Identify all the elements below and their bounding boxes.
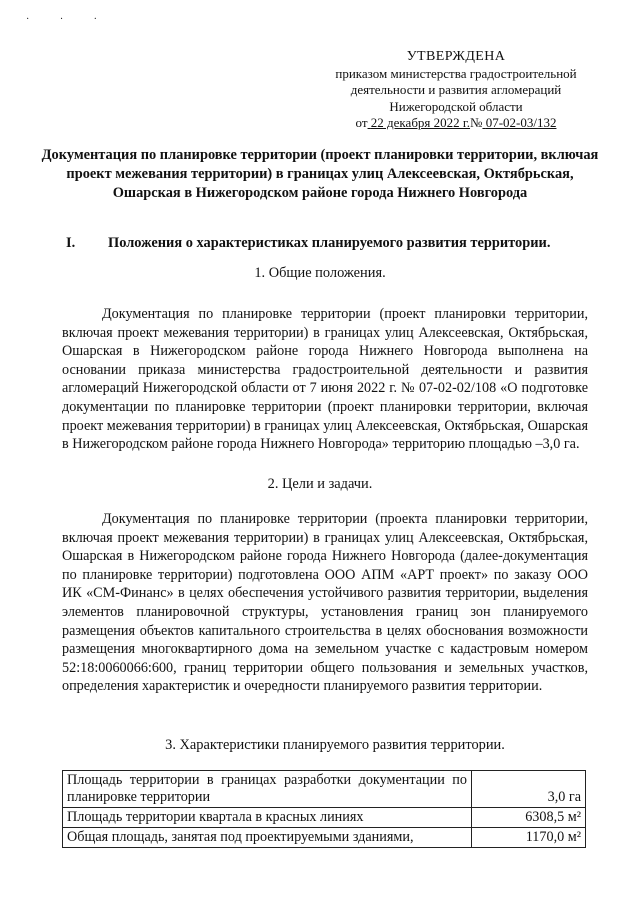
approval-block bbox=[318, 49, 594, 132]
approval-line-2: деятельности и развития агломераций bbox=[350, 82, 562, 98]
section-number: I. bbox=[66, 235, 76, 251]
subheading-goals: 2. Цели и задачи. bbox=[267, 476, 373, 492]
approval-date: 22 декабря 2022 г. bbox=[370, 115, 471, 131]
table-cell-value: 3,0 га bbox=[472, 771, 586, 808]
approval-line-1: приказом министерства градостроительной bbox=[335, 65, 577, 81]
scan-marks: · · · bbox=[26, 14, 111, 25]
number-prefix: № bbox=[470, 115, 483, 131]
date-prefix: от bbox=[355, 115, 368, 131]
approval-line-3: Нижегородской области bbox=[389, 98, 523, 114]
table-cell-label: Площадь территории квартала в красных линиях bbox=[63, 808, 472, 828]
table-cell-label: Площадь территории в границах разработки документации по планировке территории bbox=[63, 771, 472, 808]
table-cell-value: 6308,5 м² bbox=[472, 808, 586, 828]
table-cell-label: Общая площадь, занятая под проектируемыми зданиями, bbox=[63, 828, 472, 848]
table-cell-value: 1170,0 м² bbox=[472, 828, 586, 848]
approval-date-line bbox=[318, 115, 594, 132]
table-row bbox=[63, 808, 586, 828]
section-heading bbox=[66, 235, 606, 252]
table-row bbox=[63, 828, 586, 848]
document-title: Документация по планировке территории (проект планировки территории, включая проект межевания территории) в границах улиц Алексеевская, Октябрьская, Ошарская в Нижегородском районе города Нижнего Новгорода bbox=[41, 147, 599, 201]
approved-label: УТВЕРЖДЕНА bbox=[406, 49, 506, 64]
subheading-characteristics: 3. Характеристики планируемого развития территории. bbox=[165, 737, 505, 753]
paragraph-general: Документация по планировке территории (проект планировки территории, включая проект межевания территории) в границах улиц Алексеевская, Октябрьская, Ошарская в Нижегородском районе города Нижнего Новгорода выполнена на основании приказа министерства градостроительной деятельности и развития агломераций Нижегородской области от 7 июня 2022 г. № 07-02-02/108 «О подготовке документации по планировке территории (проект планировки территории, включая проект межевания территории) в границах улиц Алексеевская, Октябрьская, Ошарская в Нижегородском районе города Нижнего Новгорода» территорию площадью –3,0 га. bbox=[62, 306, 588, 453]
characteristics-table bbox=[62, 770, 586, 848]
table-row bbox=[63, 771, 586, 808]
subheading-general: 1. Общие положения. bbox=[254, 265, 386, 281]
section-title: Положения о характеристиках планируемого развития территории. bbox=[108, 235, 551, 251]
approval-number: 07-02-03/132 bbox=[485, 115, 557, 131]
paragraph-goals: Документация по планировке территории (проекта планировки территории, включая проект межевания территории) в границах улиц Алексеевская, Октябрьская, Ошарская в Нижегородском районе города Нижнего Новгорода (далее-документация по планировке территории) подготовлена ООО АПМ «АРТ проект» по заказу ООО ИК «СМ-Финанс» в целях обеспечения устойчивого развития территории, выделения элементов планировочной структуры, установления границ зон планируемого размещения объектов капитального строительства в целях обоснования возможности размещения многоквартирного дома на земельном участке с кадастровым номером 52:18:0060066:600, границ территории общего пользования и земельных участков, определения характеристик и очередности планируемого развития территории. bbox=[62, 511, 588, 695]
